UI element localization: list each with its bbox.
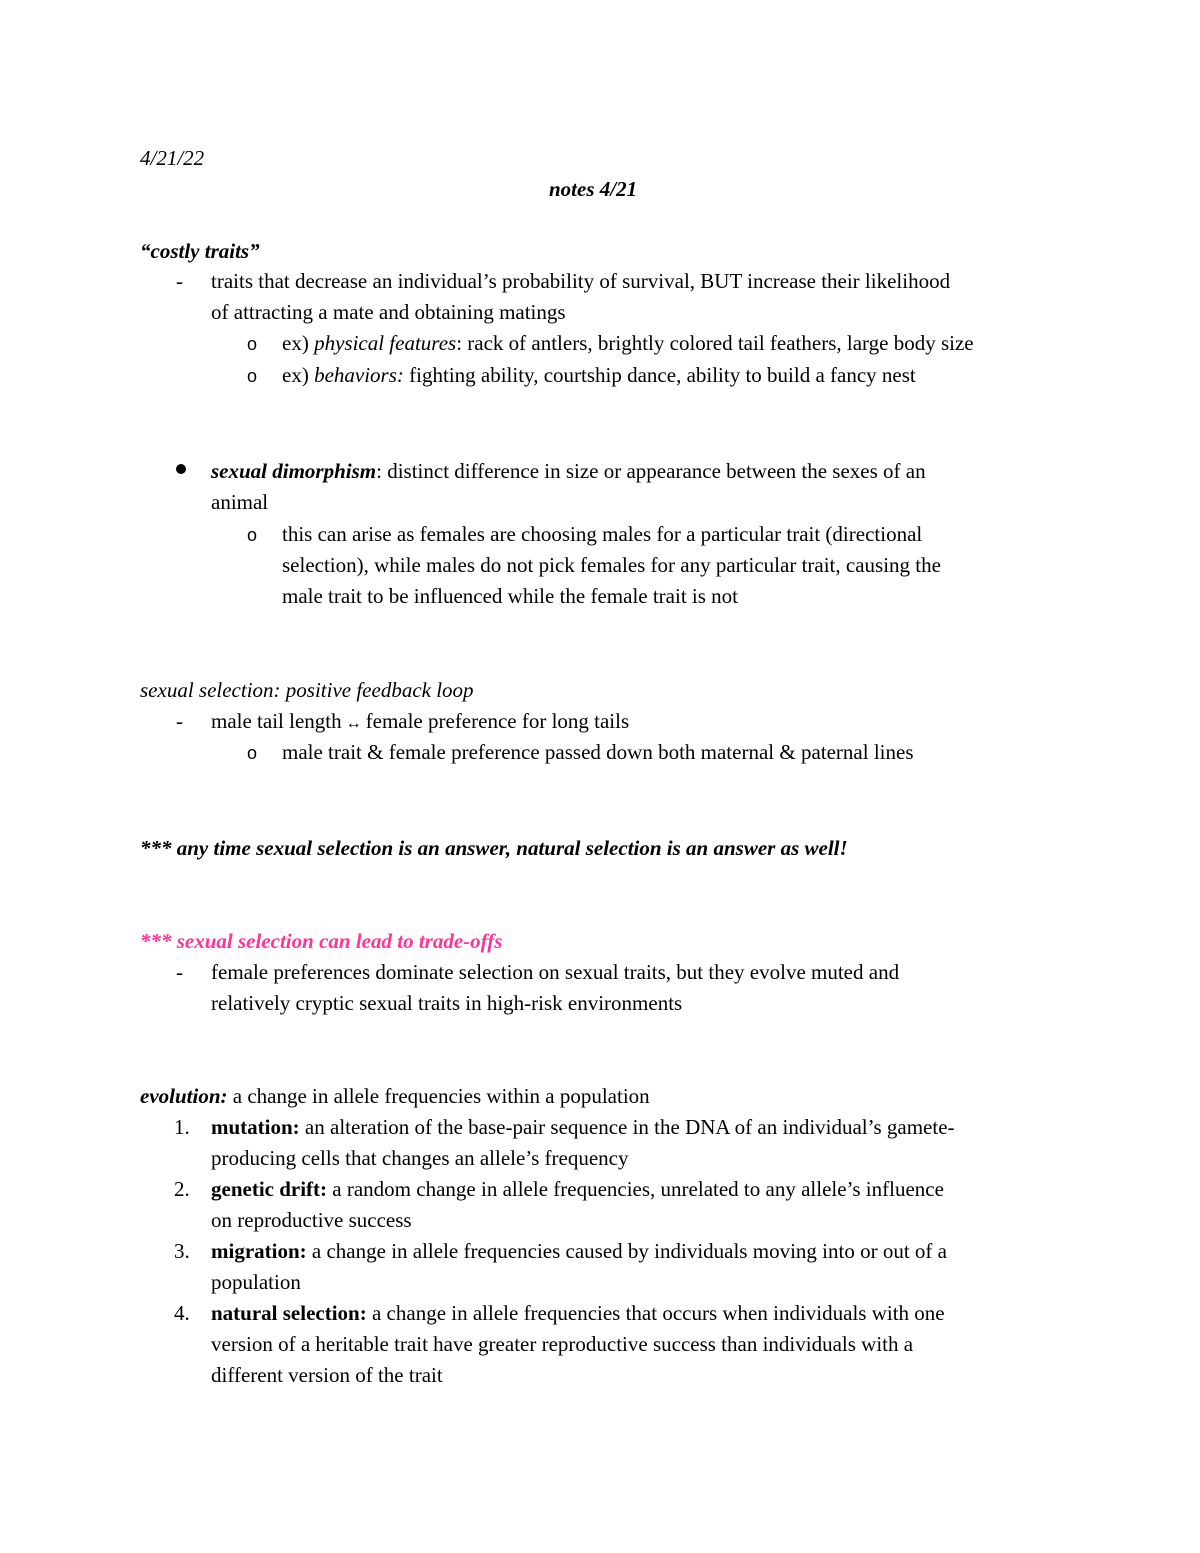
costly-def-line1: traits that decrease an individual’s probability of survival, BUT increase their likelihood	[211, 269, 951, 293]
male-tail-length: male tail length	[211, 709, 342, 733]
list-item-mutation	[211, 1112, 955, 1143]
feedback-loop-sub: male trait & female preference passed down both maternal & paternal lines	[282, 740, 914, 764]
example-prefix: ex)	[282, 363, 315, 387]
migration-line2: population	[211, 1270, 301, 1294]
feedback-loop-heading: sexual selection: positive feedback loop	[140, 678, 474, 702]
date-label: 4/21/22	[140, 146, 205, 170]
dimorphism-sub-line2: selection), while males do not pick females for any particular trait, causing the	[282, 553, 941, 577]
list-number: 4.	[174, 1301, 190, 1325]
migration-line1: a change in allele frequencies caused by individuals moving into or out of a	[306, 1239, 947, 1263]
mutation-term: mutation:	[211, 1115, 300, 1139]
feedback-loop-item	[211, 706, 629, 739]
list-number: 3.	[174, 1239, 190, 1263]
page-title: notes 4/21	[549, 177, 638, 201]
list-number: 2.	[174, 1177, 190, 1201]
evolution-def-text: a change in allele frequencies within a population	[227, 1084, 650, 1108]
natural-selection-term: natural selection:	[211, 1301, 367, 1325]
natural-selection-line2: version of a heritable trait have greater reproductive success than individuals with a	[211, 1332, 914, 1356]
example-behaviors-text: fighting ability, courtship dance, ability to build a fancy nest	[403, 363, 916, 387]
costly-def-line2: of attracting a mate and obtaining matings	[211, 300, 566, 324]
bullet-dot-icon	[176, 464, 186, 474]
list-item-genetic-drift	[211, 1174, 944, 1205]
dimorphism-term: sexual dimorphism	[211, 459, 377, 483]
example-prefix: ex)	[282, 331, 315, 355]
genetic-drift-line2: on reproductive success	[211, 1208, 412, 1232]
circle-bullet: o	[247, 743, 258, 763]
list-item-natural-selection	[211, 1298, 945, 1329]
example-physical	[282, 328, 974, 359]
migration-term: migration:	[211, 1239, 307, 1263]
mutation-line2: producing cells that changes an allele’s frequency	[211, 1146, 629, 1170]
tradeoffs-heading: *** sexual selection can lead to trade-offs	[140, 929, 503, 953]
natural-selection-line1: a change in allele frequencies that occurs when individuals with one	[366, 1301, 945, 1325]
costly-traits-heading: “costly traits”	[140, 239, 260, 263]
dash-bullet: -	[176, 709, 183, 733]
mutation-line1: an alteration of the base-pair sequence in the DNA of an individual’s gamete-	[299, 1115, 955, 1139]
example-physical-text: : rack of antlers, brightly colored tail feathers, large body size	[456, 331, 974, 355]
list-item-migration	[211, 1236, 947, 1267]
dimorphism-def-line1	[211, 456, 926, 487]
genetic-drift-term: genetic drift:	[211, 1177, 328, 1201]
dimorphism-def-line2: animal	[211, 490, 269, 514]
evolution-term: evolution:	[140, 1084, 228, 1108]
dimorphism-sub-line1: this can arise as females are choosing males for a particular trait (directional	[282, 522, 923, 546]
dash-bullet: -	[176, 960, 183, 984]
genetic-drift-line1: a random change in allele frequencies, unrelated to any allele’s influence	[327, 1177, 944, 1201]
circle-bullet: o	[247, 366, 258, 386]
female-preference: female preference for long tails	[365, 709, 630, 733]
dimorphism-sub-line3: male trait to be influenced while the female trait is not	[282, 584, 739, 608]
example-behaviors-label: behaviors:	[314, 363, 404, 387]
list-number: 1.	[174, 1115, 190, 1139]
natural-selection-line3: different version of the trait	[211, 1363, 443, 1387]
dimorphism-def-text: : distinct difference in size or appearance between the sexes of an	[376, 459, 926, 483]
evolution-definition	[140, 1081, 650, 1112]
double-arrow-icon: ↔	[345, 715, 362, 732]
example-behaviors	[282, 360, 916, 391]
dash-bullet: -	[176, 269, 183, 293]
circle-bullet: o	[247, 334, 258, 354]
example-physical-label: physical features	[314, 331, 457, 355]
natural-selection-note: *** any time sexual selection is an answer, natural selection is an answer as well!	[140, 836, 848, 860]
circle-bullet: o	[247, 525, 258, 545]
tradeoffs-line1: female preferences dominate selection on sexual traits, but they evolve muted and	[211, 960, 900, 984]
tradeoffs-line2: relatively cryptic sexual traits in high-risk environments	[211, 991, 683, 1015]
